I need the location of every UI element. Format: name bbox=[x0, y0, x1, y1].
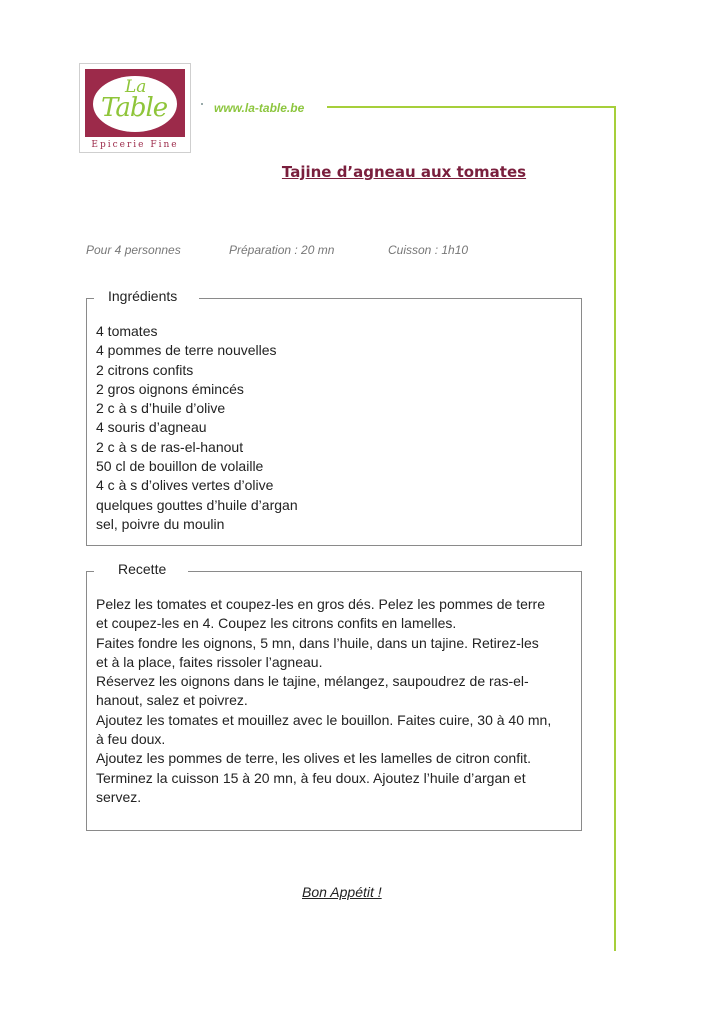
servings-text: Pour 4 personnes bbox=[86, 243, 181, 257]
ingredient-item: 2 c à s d’huile d’olive bbox=[96, 400, 226, 417]
logo-table-text: Table bbox=[101, 93, 168, 123]
ingredient-item: quelques gouttes d’huile d’argan bbox=[96, 496, 298, 513]
ingredient-item: sel, poivre du moulin bbox=[96, 515, 225, 532]
logo-subtitle: Epicerie Fine bbox=[91, 140, 179, 150]
recipe-steps bbox=[96, 595, 551, 807]
ingredients-box bbox=[86, 288, 582, 546]
preparation-text: Préparation : 20 mn bbox=[229, 243, 335, 257]
recipe-box-border bbox=[188, 571, 582, 572]
ingredients-box-border bbox=[86, 298, 94, 299]
recipe-line: à feu doux. bbox=[96, 731, 166, 748]
recipe-line: et à la place, faites rissoler l’agneau. bbox=[96, 653, 323, 670]
recipe-line: hanout, salez et poivrez. bbox=[96, 692, 248, 709]
recipe-line: servez. bbox=[96, 788, 142, 805]
ingredient-item: 2 gros oignons émincés bbox=[96, 380, 244, 397]
recipe-line: et coupez-les en 4. Coupez les citrons confits en lamelles. bbox=[96, 615, 457, 632]
ingredient-item: 4 pommes de terre nouvelles bbox=[96, 342, 277, 359]
recipe-line: Réservez les oignons dans le tajine, mélangez, saupoudrez de ras-el- bbox=[96, 673, 529, 690]
recipe-title: Tajine d’agneau aux tomates bbox=[281, 163, 527, 181]
ingredients-heading: Ingrédients bbox=[108, 288, 178, 304]
logo bbox=[79, 63, 191, 153]
ingredients-list bbox=[96, 322, 298, 534]
logo-badge bbox=[85, 69, 185, 137]
ingredient-item: 4 tomates bbox=[96, 323, 158, 339]
ingredient-item: 4 c à s d’olives vertes d’olive bbox=[96, 477, 274, 494]
header-rule bbox=[327, 106, 616, 108]
ingredient-item: 4 souris d’agneau bbox=[96, 419, 207, 436]
cooking-text: Cuisson : 1h10 bbox=[388, 243, 469, 257]
ingredients-box-border bbox=[199, 298, 582, 299]
recipe-line: Faites fondre les oignons, 5 mn, dans l’huile, dans un tajine. Retirez-les bbox=[96, 634, 539, 651]
recipe-heading: Recette bbox=[118, 561, 167, 577]
recipe-line: Ajoutez les tomates et mouillez avec le bouillon. Faites cuire, 30 à 40 mn, bbox=[96, 711, 552, 728]
website-link[interactable]: www.la-table.be bbox=[214, 101, 305, 115]
recipe-box bbox=[86, 561, 582, 831]
closing-text: Bon Appétit ! bbox=[302, 884, 382, 900]
recipe-line: Pelez les tomates et coupez-les en gros dés. Pelez les pommes de terre bbox=[96, 596, 545, 612]
ingredient-item: 2 citrons confits bbox=[96, 361, 194, 378]
recipe-line: Ajoutez les pommes de terre, les olives et les lamelles de citron confit. bbox=[96, 750, 531, 767]
recipe-line: Terminez la cuisson 15 à 20 mn, à feu doux. Ajoutez l’huile d’argan et bbox=[96, 769, 526, 786]
separator-dot bbox=[201, 103, 203, 105]
ingredient-item: 50 cl de bouillon de volaille bbox=[96, 458, 264, 475]
ingredient-item: 2 c à s de ras-el-hanout bbox=[96, 438, 244, 455]
page-side-rule bbox=[614, 106, 616, 951]
logo-la-text: La bbox=[125, 77, 147, 97]
recipe-box-border bbox=[86, 571, 94, 572]
